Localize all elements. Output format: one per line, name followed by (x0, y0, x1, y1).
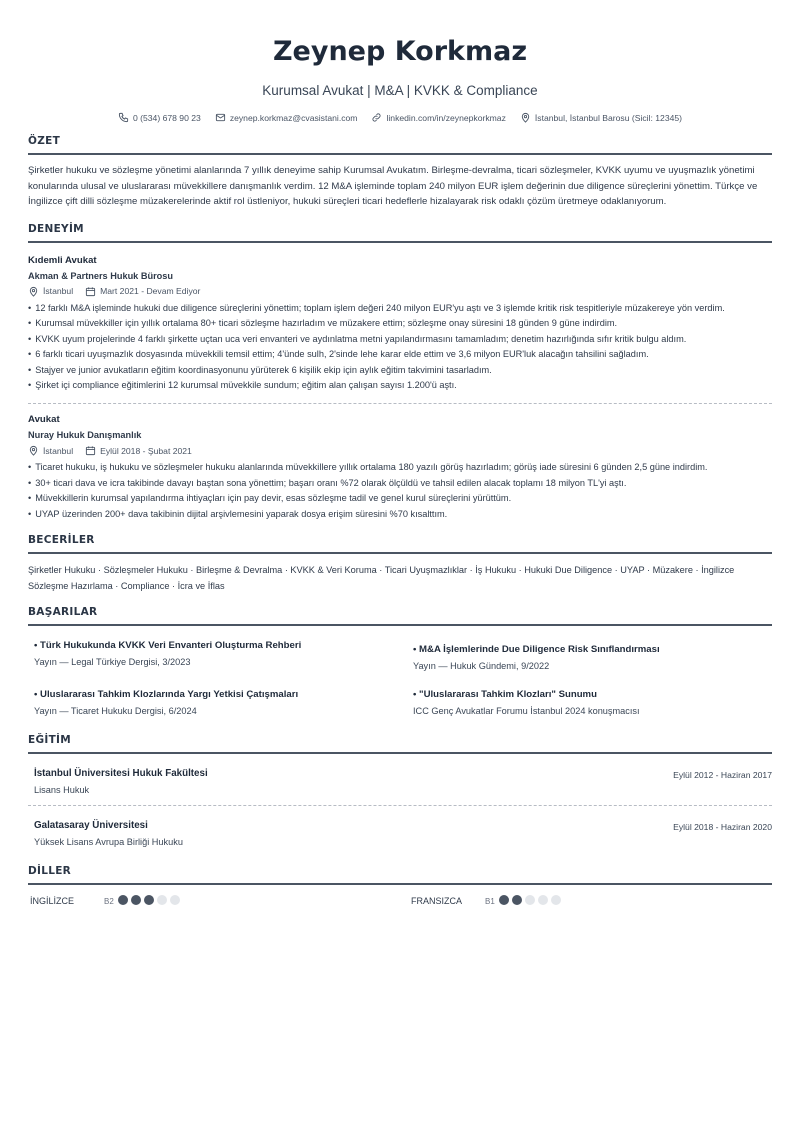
achievement-item (34, 640, 393, 671)
location-pin-icon (520, 112, 531, 123)
level-dot-filled (512, 895, 522, 905)
job-bullets (28, 460, 772, 522)
achievement-item (34, 689, 393, 716)
job-entry (28, 255, 772, 395)
achievement-title: • M&A İşlemlerinde Due Diligence Risk Sınıflandırması (413, 644, 660, 656)
contact-linkedin[interactable] (371, 112, 505, 123)
education-entry (28, 820, 772, 847)
phone-icon (118, 112, 129, 123)
job-bullet: • Şirket içi compliance eğitimlerini 12 kurumsal müvekkile sundum; eğitim alan çalışan sayısı 1.200'ü aştı. (28, 378, 772, 394)
mail-icon (215, 112, 226, 123)
job-bullet: • 6 farklı ticari uyuşmazlık dosyasında müvekkili temsil ettim; 4'ünde sulh, 2'sinde lehe karar elde ettim ve 3,6 milyon EUR'luk alacağın tahsilini sağladım. (28, 347, 772, 363)
experience-heading: DENEYİM (28, 223, 772, 243)
level-dot-filled (118, 895, 128, 905)
level-dot-filled (144, 895, 154, 905)
job-bullet: • 12 farklı M&A işleminde hukuki due diligence süreçlerini yönettim; toplam işlem değeri 240 milyon EUR'yu aştı ve 3 işlemde kritik risk tespitleriyle müzakereye yön verdim. (28, 301, 772, 317)
candidate-title: Kurumsal Avukat | M&A | KVKK & Compliance (262, 83, 538, 98)
experience-section (28, 223, 772, 523)
education-dates: Eylül 2018 - Haziran 2020 (673, 822, 772, 833)
summary-section (28, 135, 772, 210)
job-entry (28, 414, 772, 522)
language-dots (499, 895, 564, 907)
education-section (28, 734, 772, 847)
language-item (401, 895, 772, 907)
calendar-icon (85, 445, 96, 456)
job-bullet: • Ticaret hukuku, iş hukuku ve sözleşmeler hukuku alanlarında müvekkillere yıllık ortalama 180 yazılı görüş hazırladım; görüş iade süresini 6 günden 2,5 güne indirdim. (28, 460, 772, 476)
job-meta (28, 445, 772, 456)
job-bullets (28, 301, 772, 395)
languages-heading: DİLLER (28, 865, 772, 885)
job-location: İstanbul (43, 286, 74, 296)
language-dots (118, 895, 183, 907)
phone-text: 0 (534) 678 90 23 (132, 112, 201, 123)
achievements-heading: BAŞARILAR (28, 606, 772, 626)
job-location: İstanbul (43, 445, 74, 456)
achievement-sub: Yayın — Ticaret Hukuku Dergisi, 6/2024 (34, 706, 197, 717)
skills-section (28, 534, 772, 594)
job-bullet: • Kurumsal müvekkiller için yıllık ortalama 80+ ticari sözleşme hazırladım ve müzakere ettim; sözleşme onay süresini 18 günden 9 güne indirdim. (28, 316, 772, 332)
language-level: B2 (104, 896, 114, 906)
achievement-sub: Yayın — Hukuk Gündemi, 9/2022 (413, 661, 550, 672)
candidate-name: Zeynep Korkmaz (272, 36, 528, 67)
job-bullet: • Stajyer ve junior avukatların eğitim koordinasyonunu yürüterek 6 kişilik ekip için aylık eğitim takvimini tasarladım. (28, 363, 772, 379)
achievements-grid (28, 640, 772, 716)
skills-heading: BECERİLER (28, 534, 772, 554)
education-entry (28, 768, 772, 795)
level-dot-filled (499, 895, 509, 905)
language-name: FRANSIZCA (411, 896, 463, 907)
link-icon (371, 112, 382, 123)
calendar-icon (85, 286, 96, 297)
location-text: İstanbul, İstanbul Barosu (Sicil: 12345) (534, 112, 683, 123)
skills-text: Şirketler Hukuku · Sözleşmeler Hukuku · Birleşme & Devralma · KVKK & Veri Koruma · Ticari Uyuşmazlıklar · İş Hukuku · Hukuki Due Diligence · UYAP · Müzakere · İngilizce Sözleşme Hazırlama · Compliance · İcra ve İflas (28, 565, 735, 592)
education-degree: Lisans Hukuk (34, 785, 90, 796)
level-dot-filled (131, 895, 141, 905)
job-bullet: • UYAP üzerinden 200+ dava takibinin dijital arşivlemesini yaparak dosya erişim süresini %70 kısalttım. (28, 507, 772, 523)
achievement-title: • "Uluslararası Tahkim Klozları" Sunumu (413, 689, 597, 701)
languages-list (28, 895, 772, 907)
achievement-sub: Yayın — Legal Türkiye Dergisi, 3/2023 (34, 657, 191, 668)
job-company: Nuray Hukuk Danışmanlık (28, 430, 142, 441)
divider (28, 403, 772, 404)
contact-email[interactable] (215, 112, 358, 123)
location-pin-icon (28, 286, 39, 297)
divider (28, 805, 772, 806)
achievement-sub: ICC Genç Avukatlar Forumu İstanbul 2024 konuşmacısı (413, 706, 640, 717)
contact-location (520, 112, 682, 123)
achievement-item (413, 644, 772, 671)
education-school: İstanbul Üniversitesi Hukuk Fakültesi (34, 768, 208, 780)
level-dot-empty (525, 895, 535, 905)
job-dates: Mart 2021 - Devam Ediyor (100, 286, 201, 296)
email-text: zeynep.korkmaz@cvasistani.com (229, 112, 358, 123)
education-degree: Yüksek Lisans Avrupa Birliği Hukuku (34, 837, 183, 848)
education-school: Galatasaray Üniversitesi (34, 820, 148, 832)
job-bullet: • Müvekkillerin kurumsal yapılandırma ihtiyaçları için pay devir, esas sözleşme tadil ve genel kurul süreçlerini yürüttüm. (28, 491, 772, 507)
contact-phone[interactable] (118, 112, 201, 123)
achievement-item (413, 689, 772, 716)
job-dates: Eylül 2018 - Şubat 2021 (100, 445, 192, 456)
summary-heading: ÖZET (28, 135, 772, 155)
job-meta (28, 286, 772, 297)
achievement-title: • Türk Hukukunda KVKK Veri Envanteri Oluşturma Rehberi (34, 640, 302, 652)
contact-bar (28, 112, 772, 123)
summary-text: Şirketler hukuku ve sözleşme yönetimi alanlarında 7 yıllık deneyime sahip Kurumsal Avukatım. Birleşme-devralma, ticari sözleşmeler, KVKK uyumu ve uyuşmazlık yönetimi konularında ulusal ve uluslararası müvekkillere danışmanlık verdim. 12 M&A işleminde toplam 240 milyon EUR işlem değerinin due diligence süreçlerini yönettim. Türkçe ve İngilizce çift dilli sözleşme müzakerelerinde aktif rol üstleniyor, hukuki süreçleri ticari hedeflerle hizalayarak risk odaklı çözüm üretmeye odaklanıyorum. (28, 165, 758, 207)
level-dot-empty (170, 895, 180, 905)
job-company: Akman & Partners Hukuk Bürosu (28, 270, 173, 281)
languages-section (28, 865, 772, 907)
location-pin-icon (28, 445, 39, 456)
language-name: İNGİLİZCE (30, 896, 75, 907)
job-title: Avukat (28, 414, 60, 426)
level-dot-empty (157, 895, 167, 905)
job-bullet: • KVKK uyum projelerinde 4 farklı şirkette uçtan uca veri envanteri ve aydınlatma metni yapılandırmasını tamamladım; denetim hazırlığında sıfır kritik bulgu aldım. (28, 332, 772, 348)
achievements-section (28, 606, 772, 716)
level-dot-empty (551, 895, 561, 905)
education-heading: EĞİTİM (28, 734, 772, 754)
job-title: Kıdemli Avukat (28, 254, 97, 266)
language-level: B1 (485, 896, 495, 906)
level-dot-empty (538, 895, 548, 905)
linkedin-text: linkedin.com/in/zeynepkorkmaz (386, 112, 506, 123)
education-dates: Eylül 2012 - Haziran 2017 (673, 770, 772, 781)
achievement-title: • Uluslararası Tahkim Klozlarında Yargı Yetkisi Çatışmaları (34, 689, 299, 701)
job-bullet: • 30+ ticari dava ve icra takibinde davayı baştan sona yönettim; başarı oranı %72 olarak ölçüldü ve tahsil edilen alacak toplamı 18 milyon TL'yi aştı. (28, 476, 772, 492)
language-item (30, 895, 401, 907)
